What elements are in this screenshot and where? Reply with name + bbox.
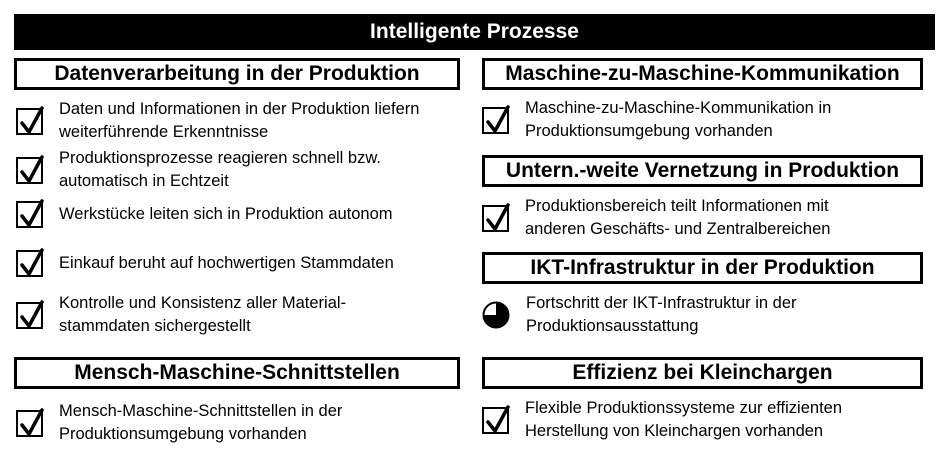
checkmark-icon	[482, 107, 509, 134]
item-text-line: Herstellung von Kleinchargen vorhanden	[525, 422, 824, 440]
item-text-line: Produktionsbereich teilt Informationen mit	[525, 197, 829, 215]
item-text-line: automatisch in Echtzeit	[59, 172, 229, 190]
checkmark-icon	[16, 250, 43, 277]
item-text-line: stammdaten sichergestellt	[59, 317, 251, 335]
main-title-banner	[14, 14, 935, 50]
section-header-label: Untern.-weite Vernetzung in Produktion	[505, 159, 900, 182]
section-header-mensch-maschine	[14, 357, 460, 389]
item-text	[525, 97, 831, 143]
item-text-line: Produktionsumgebung vorhanden	[59, 425, 307, 443]
item-text-line: weiterführende Erkenntnisse	[59, 123, 269, 141]
list-item	[482, 397, 842, 443]
item-text-line: Produktionsprozesse reagieren schnell bzw.	[59, 149, 381, 167]
item-text-line: Produktionsausstattung	[526, 317, 699, 335]
section-header-label: Effizienz bei Kleinchargen	[572, 361, 833, 384]
section-header-m2m	[482, 58, 923, 90]
item-text	[525, 397, 842, 443]
harvey-ball-icon	[482, 301, 510, 329]
list-item	[16, 250, 394, 277]
item-text-line: Werkstücke leiten sich in Produktion autonom	[59, 205, 393, 223]
item-text-line: Kontrolle und Konsistenz aller Material-	[59, 294, 347, 312]
checkmark-icon	[482, 205, 509, 232]
list-item	[482, 97, 831, 143]
checkmark-icon	[482, 407, 509, 434]
checkmark-icon	[16, 201, 43, 228]
item-text-line: Fortschritt der IKT-Infrastruktur in der	[526, 294, 797, 312]
item-text	[59, 252, 394, 275]
item-text	[59, 400, 342, 446]
section-header-datenverarbeitung	[14, 58, 460, 90]
list-item	[16, 147, 381, 193]
item-text-line: Daten und Informationen in der Produktion liefern	[59, 100, 420, 118]
item-text-line: Einkauf beruht auf hochwertigen Stammdaten	[59, 254, 394, 272]
section-header-label: IKT-Infrastruktur in der Produktion	[530, 256, 875, 279]
section-header-vernetzung	[482, 155, 923, 187]
item-text-line: Maschine-zu-Maschine-Kommunikation in	[525, 99, 832, 117]
checkmark-icon	[16, 157, 43, 184]
main-title: Intelligente Prozesse	[370, 20, 579, 43]
section-header-effizienz	[482, 357, 923, 389]
item-text-line: Produktionsumgebung vorhanden	[525, 122, 773, 140]
item-text	[526, 292, 797, 338]
list-item	[482, 195, 830, 241]
item-text	[59, 292, 346, 338]
item-text-line: anderen Geschäfts- und Zentralbereichen	[525, 220, 831, 238]
section-header-label: Maschine-zu-Maschine-Kommunikation	[505, 62, 900, 85]
item-text	[59, 147, 381, 193]
list-item	[16, 292, 346, 338]
list-item	[482, 292, 797, 338]
item-text-line: Mensch-Maschine-Schnittstellen in der	[59, 402, 343, 420]
list-item	[16, 400, 342, 446]
checkmark-icon	[16, 410, 43, 437]
item-text	[525, 195, 830, 241]
item-text-line: Flexible Produktionssysteme zur effizienten	[525, 399, 843, 417]
list-item	[16, 201, 393, 228]
checkmark-icon	[16, 302, 43, 329]
section-header-label: Mensch-Maschine-Schnittstellen	[74, 361, 400, 384]
section-header-label: Datenverarbeitung in der Produktion	[54, 62, 420, 85]
item-text	[59, 203, 393, 226]
item-text	[59, 98, 419, 144]
list-item	[16, 98, 419, 144]
section-header-ikt	[482, 252, 923, 284]
checkmark-icon	[16, 108, 43, 135]
